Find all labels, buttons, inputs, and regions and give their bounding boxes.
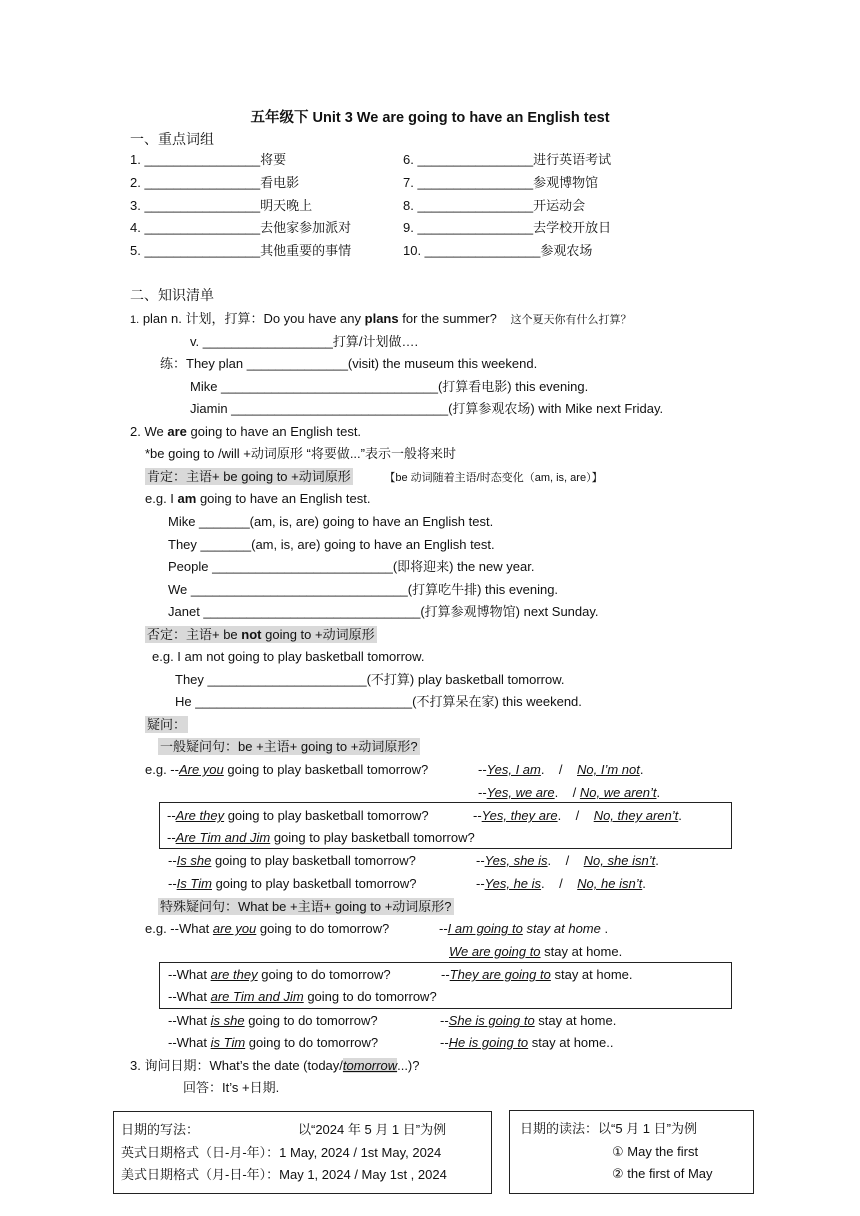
phrase-item: 5. ________________其他重要的事情 <box>130 243 352 258</box>
answer-line <box>440 1034 613 1052</box>
text: going to +动词原形 <box>261 627 375 642</box>
text: . / <box>547 853 584 868</box>
text: . / <box>540 762 577 777</box>
text: e.g. I <box>145 491 178 506</box>
page-title: 五年级下 Unit 3 We are going to have an English test <box>250 110 610 126</box>
date-reading-option: ② the first of May <box>612 1166 713 1181</box>
date-writing-heading: 日期的写法： <box>121 1122 200 1137</box>
text: . / <box>541 876 578 891</box>
qa-line <box>167 829 475 847</box>
be-note: 【be 动词随着主语/时态变化（am, is, are）】 <box>384 472 603 484</box>
text: . <box>642 876 646 891</box>
answer-line <box>439 920 608 938</box>
exercise-line: Janet ______________________________(打算参观博物馆) next Sunday. <box>168 604 599 619</box>
text-underlined: They are going to <box>449 967 551 982</box>
qa-line <box>168 875 416 893</box>
text: . / <box>557 808 594 823</box>
point-3-heading <box>130 1057 420 1075</box>
answer-line <box>449 943 622 961</box>
qa-line <box>168 1034 378 1052</box>
text: -- <box>473 808 482 823</box>
text-underlined: Are you <box>178 762 224 777</box>
text: stay at home.. <box>528 1035 614 1050</box>
text-underlined: He is going to <box>448 1035 529 1050</box>
point-2-heading <box>130 423 361 441</box>
text-underlined: Are Tim and Jim <box>175 830 271 845</box>
text-underlined: Are they <box>175 808 225 823</box>
text: e.g. -- <box>145 762 179 777</box>
answer-line <box>478 761 643 779</box>
answer-format: 回答：It’s +日期. <box>183 1080 280 1095</box>
text: going to do tomorrow? <box>244 1013 378 1028</box>
text: 一般疑问句：be +主语+ going to +动词原形? <box>160 739 418 754</box>
text: going to play basketball tomorrow? <box>224 808 429 823</box>
answer-line <box>476 852 659 870</box>
british-date-format: 英式日期格式（日-月-年）：1 May, 2024 / 1st May, 2024 <box>121 1145 442 1160</box>
text-underlined: is she <box>210 1013 245 1028</box>
phrase-item: 8. ________________开运动会 <box>403 198 586 213</box>
text-underlined: We are going to <box>449 944 541 959</box>
text: . <box>656 785 661 800</box>
text-italic: stay at home <box>522 921 601 936</box>
text: --What <box>168 1013 211 1028</box>
section-heading-knowledge: 二、知识清单 <box>130 287 214 303</box>
qa-line <box>167 807 429 825</box>
text-bold: am <box>177 491 197 506</box>
phrase-item: 9. ________________去学校开放日 <box>403 220 612 235</box>
answer-line <box>478 784 660 802</box>
text: -- <box>168 876 177 891</box>
text: -- <box>476 853 485 868</box>
exercise-line: We ______________________________(打算吃牛排) this evening. <box>168 582 559 597</box>
answer-line <box>441 966 633 984</box>
qa-line <box>168 1012 378 1030</box>
text-underlined: Is she <box>176 853 212 868</box>
text: stay at home. <box>540 944 623 959</box>
text: --What <box>168 989 211 1004</box>
practice-line: 练：They plan ______________(visit) the museum this weekend. <box>160 356 538 371</box>
phrase-item: 6. ________________进行英语考试 <box>403 152 612 167</box>
text-underlined: No, we aren’t <box>579 785 657 800</box>
plan-line <box>130 310 632 329</box>
phrase-item: 4. ________________去他家参加派对 <box>130 220 352 235</box>
text-underlined: I am going to <box>447 921 523 936</box>
example-line <box>145 490 371 508</box>
answer-line <box>440 1012 616 1030</box>
text-bold: are <box>167 424 187 439</box>
text-underlined: Yes, she is <box>484 853 548 868</box>
date-reading-heading: 日期的读法：以“5 月 1 日”为例 <box>520 1121 697 1136</box>
negative-rule-text <box>145 626 377 643</box>
phrase-item: 10. ________________参观农场 <box>403 243 593 258</box>
text: stay at home. <box>534 1013 617 1028</box>
text: going to do tomorrow? <box>245 1035 379 1050</box>
text: going to play basketball tomorrow? <box>270 830 475 845</box>
exercise-line: They _______(am, is, are) going to have an English test. <box>168 537 495 552</box>
text: -- <box>478 762 487 777</box>
yes-no-rule <box>158 738 420 756</box>
text: 特殊疑问句：What be +主语+ going to +动词原形? <box>160 899 452 914</box>
text: e.g. --What <box>145 921 213 936</box>
phrase-item: 1. ________________将要 <box>130 152 287 167</box>
text: -- <box>478 785 487 800</box>
text: ...)? <box>397 1058 420 1073</box>
negative-rule <box>145 626 377 644</box>
text: 3. 询问日期：What’s the date (today/ <box>130 1058 343 1073</box>
exercise-line: Mike _______(am, is, are) going to have an English test. <box>168 514 494 529</box>
text: 疑问： <box>147 717 187 732</box>
text-underlined: are you <box>212 921 257 936</box>
text: 2. We <box>130 424 168 439</box>
text: --What <box>168 1035 211 1050</box>
text: going to do tomorrow? <box>257 967 391 982</box>
qa-line <box>145 761 428 779</box>
text: going to play basketball tomorrow? <box>211 853 416 868</box>
affirmative-rule <box>145 468 603 487</box>
text: -- <box>439 921 448 936</box>
qa-line <box>168 852 416 870</box>
text: going to play basketball tomorrow? <box>223 762 429 777</box>
phrase-item: 2. ________________看电影 <box>130 175 300 190</box>
answer-line <box>476 875 646 893</box>
text: going to have an English test. <box>196 491 371 506</box>
affirmative-rule-text: 肯定：主语+ be going to +动词原形 <box>147 469 351 484</box>
text-underlined: Is Tim <box>176 876 212 891</box>
text: going to have an English test. <box>186 424 362 439</box>
text-underlined: Yes, we are <box>486 785 555 800</box>
text: -- <box>441 967 450 982</box>
text: -- <box>167 830 176 845</box>
text: going to play basketball tomorrow? <box>211 876 417 891</box>
text-underlined: Yes, he is <box>484 876 542 891</box>
text: 否定：主语+ be <box>147 627 242 642</box>
text-bold: not <box>241 627 262 642</box>
text-underlined: No, I’m not <box>577 762 640 777</box>
exercise-line: They ______________________(不打算) play basketball tomorrow. <box>175 672 565 687</box>
text: . <box>655 853 659 868</box>
plan-verb-line: v. __________________打算/计划做…. <box>190 334 419 349</box>
date-writing-example: 以“2024 年 5 月 1 日”为例 <box>298 1122 447 1137</box>
text-underlined: tomorrow <box>342 1058 398 1073</box>
text-underlined: are they <box>210 967 258 982</box>
text: stay at home. <box>550 967 633 982</box>
text: -- <box>168 853 177 868</box>
text-underlined: are Tim and Jim <box>210 989 304 1004</box>
text-underlined: No, she isn’t <box>583 853 656 868</box>
answer-line <box>473 807 682 825</box>
text: -- <box>440 1013 449 1028</box>
text: . / <box>554 785 580 800</box>
text-underlined: Yes, they are <box>481 808 558 823</box>
plan-text: plan n. 计划，打算：Do you have any <box>142 311 365 326</box>
plan-text: for the summer? <box>398 311 497 326</box>
plan-bold: plans <box>364 311 399 326</box>
item-number: 1. <box>130 314 140 326</box>
grammar-note: *be going to /will +动词原形 “将要做...”表示一般将来时 <box>145 446 456 461</box>
qa-line <box>168 988 437 1006</box>
text-underlined: No, he isn’t <box>577 876 643 891</box>
question-heading <box>145 716 188 734</box>
text: --What <box>168 967 211 982</box>
practice-line: Mike ______________________________(打算看电影) this evening. <box>190 379 589 394</box>
section-heading-phrases: 一、重点词组 <box>130 131 214 147</box>
text-underlined: No, they aren’t <box>593 808 679 823</box>
qa-line <box>145 920 389 938</box>
text: . <box>678 808 682 823</box>
date-reading-option: ① May the first <box>612 1144 699 1159</box>
text: -- <box>167 808 176 823</box>
phrase-item: 3. ________________明天晚上 <box>130 198 313 213</box>
text: . <box>639 762 644 777</box>
text: going to do tomorrow? <box>303 989 437 1004</box>
text-underlined: Yes, I am <box>486 762 541 777</box>
exercise-line: He ______________________________(不打算呆在家) this weekend. <box>175 694 582 709</box>
wh-question-rule <box>158 898 454 916</box>
example-line: e.g. I am not going to play basketball tomorrow. <box>152 649 425 664</box>
phrase-item: 7. ________________参观博物馆 <box>403 175 599 190</box>
text-underlined: She is going to <box>448 1013 535 1028</box>
plan-translation: 这个夏天你有什么打算？ <box>510 314 632 326</box>
text: -- <box>476 876 485 891</box>
practice-line: Jiamin ______________________________(打算参观农场) with Mike next Friday. <box>190 401 664 416</box>
text: going to do tomorrow? <box>256 921 390 936</box>
text-underlined: is Tim <box>210 1035 246 1050</box>
qa-line <box>168 966 391 984</box>
exercise-line: People _________________________(即将迎来) the new year. <box>168 559 535 574</box>
text: -- <box>440 1035 449 1050</box>
text: . <box>600 921 609 936</box>
american-date-format: 美式日期格式（月-日-年）：May 1, 2024 / May 1st , 2024 <box>121 1167 447 1182</box>
